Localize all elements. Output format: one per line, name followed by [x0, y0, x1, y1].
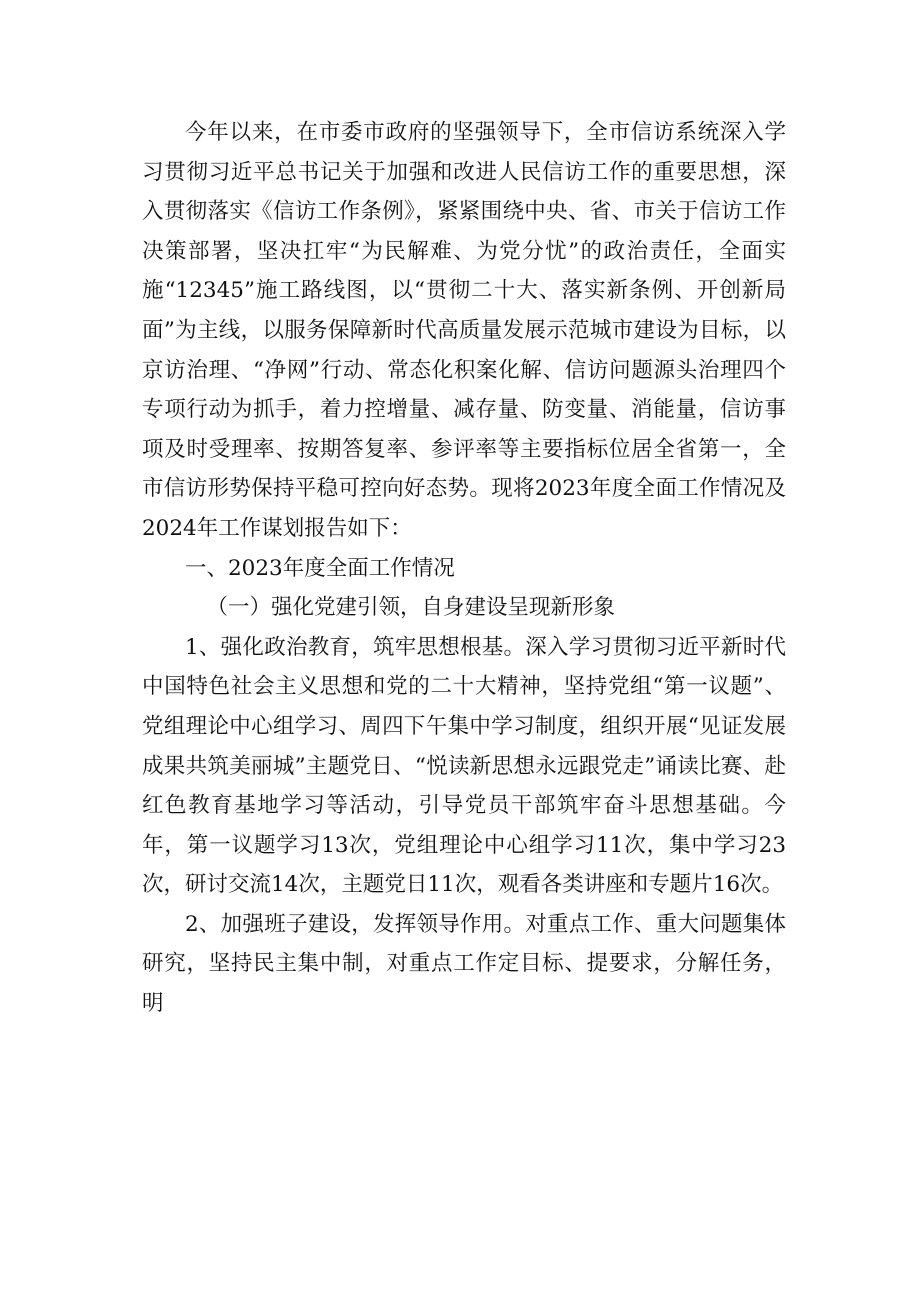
- intro-paragraph: 今年以来，在市委市政府的坚强领导下，全市信访系统深入学习贯彻习近平总书记关于加强和改进人民信访工作的重要思想，深入贯彻落实《信访工作条例》，紧紧围绕中央、省、市关于信访工作决策部署，坚决扛牢“为民解难、为党分忧”的政治责任，全面实施“12345”施工路线图，以“贯彻二十大、落实新条例、开创新局面”为主线，以服务保障新时代高质量发展示范城市建设为目标，以京访治理、“净网”行动、常态化积案化解、信访问题源头治理四个专项行动为抓手，着力控增量、减存量、防变量、消能量，信访事项及时受理率、按期答复率、参评率等主要指标位居全省第一，全市信访形势保持平稳可控向好态势。现将2023年度全面工作情况及2024年工作谋划报告如下：: [142, 120, 786, 541]
- section-heading: 一、2023年度全面工作情况: [185, 555, 455, 581]
- subsection-heading: （一）强化党建引领，自身建设呈现新形象: [206, 595, 616, 621]
- item-1-paragraph: 1、强化政治教育，筑牢思想根基。深入学习贯彻习近平新时代中国特色社会主义思想和党的二十大精神，坚持党组“第一议题”、党组理论中心组学习、周四下午集中学习制度，组织开展“见证发展成果共筑美丽城”主题党日、“悦读新思想永远跟党走”诵读比赛、赴红色教育基地学习等活动，引导党员干部筑牢奋斗思想基础。今年，第一议题学习13次，党组理论中心组学习11次，集中学习23次，研讨交流14次，主题党日11次，观看各类讲座和专题片16次。: [142, 634, 786, 898]
- document-body: [142, 113, 786, 1024]
- item-2-paragraph: 2、加强班子建设，发挥领导作用。对重点工作、重大问题集体研究，坚持民主集中制，对重点工作定目标、提要求，分解任务，明: [142, 911, 786, 1017]
